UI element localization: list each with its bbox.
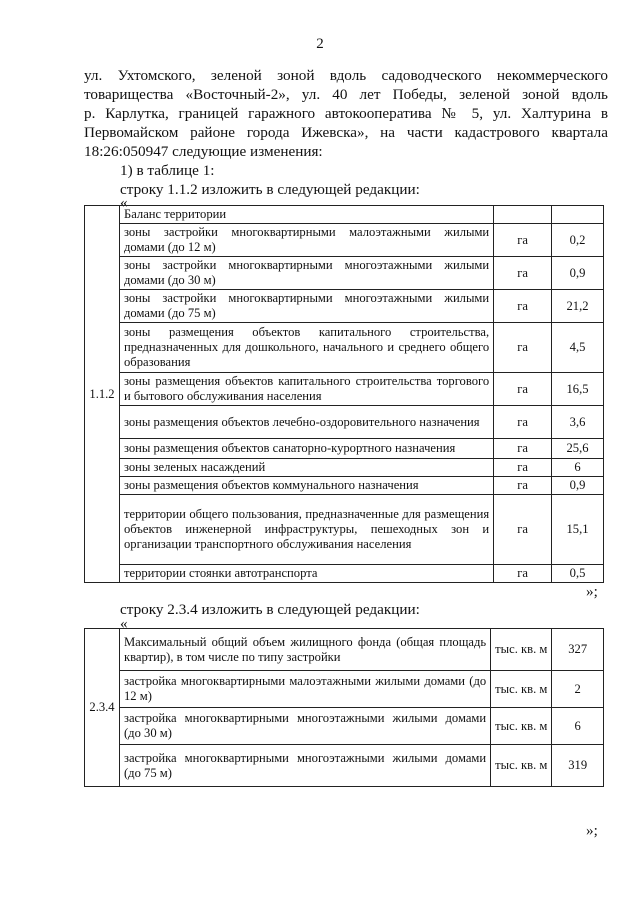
indicator-name: зоны размещения объектов санаторно-курортного назначения	[119, 439, 493, 459]
table-row	[85, 406, 604, 439]
table-row	[85, 459, 604, 477]
unit-cell: тыс. кв. м	[491, 745, 552, 787]
table-row	[85, 745, 604, 787]
table-row	[85, 671, 604, 708]
intro-line: ул. Ухтомского, зеленой зоной вдоль садоводческого некоммерческого	[84, 67, 608, 84]
table-row	[85, 708, 604, 745]
instruction-row-234: строку 2.3.4 изложить в следующей редакции:	[120, 601, 420, 618]
indicator-name: зоны застройки многоквартирными многоэтажными жилыми домами (до 30 м)	[119, 257, 493, 290]
indicator-name: зоны размещения объектов лечебно-оздоровительного назначения	[119, 406, 493, 439]
unit-cell: га	[494, 224, 552, 257]
intro-line: Первомайском районе города Ижевска», на части кадастрового квартала	[84, 124, 608, 141]
unit-cell: га	[494, 565, 552, 583]
value-cell: 16,5	[552, 373, 604, 406]
value-cell: 319	[552, 745, 604, 787]
value-cell: 2	[552, 671, 604, 708]
table-row	[85, 439, 604, 459]
value-cell: 0,9	[552, 257, 604, 290]
value-cell: 0,2	[552, 224, 604, 257]
indicator-name: зоны размещения объектов капитального строительства торгового и бытового обслуживания населения	[119, 373, 493, 406]
unit-cell: га	[494, 439, 552, 459]
page-number: 2	[316, 36, 324, 52]
intro-paragraph	[84, 66, 608, 161]
unit-cell: тыс. кв. м	[491, 629, 552, 671]
open-quote: «	[120, 615, 128, 632]
unit-cell: га	[494, 477, 552, 495]
intro-line: р. Карлутка, границей гаражного автокооператива № 5, ул. Халтурина в	[84, 105, 608, 122]
table-row	[85, 206, 604, 224]
table-row-234	[84, 628, 604, 787]
indicator-name: застройка многоквартирными многоэтажными жилыми домами (до 75 м)	[119, 745, 490, 787]
table-row	[85, 565, 604, 583]
indicator-name: застройка многоквартирными малоэтажными жилыми домами (до 12 м)	[119, 671, 490, 708]
table-row	[85, 629, 604, 671]
unit-cell: га	[494, 373, 552, 406]
indicator-name: территории общего пользования, предназначенные для размещения объектов инженерной инфраструктуры, пешеходных зон и организации транспортного обслуживания населения	[119, 495, 493, 565]
table-row	[85, 495, 604, 565]
list-item-table1: 1) в таблице 1:	[120, 162, 215, 179]
intro-line: 18:26:050947 следующие изменения:	[84, 143, 323, 160]
instruction-row-112: строку 1.1.2 изложить в следующей редакции:	[120, 181, 420, 198]
table-row	[85, 323, 604, 373]
intro-line: товарищества «Восточный-2», ул. 40 лет Победы, зеленой зоной вдоль	[84, 86, 608, 103]
unit-cell: тыс. кв. м	[491, 671, 552, 708]
indicator-name: Максимальный общий объем жилищного фонда (общая площадь квартир), в том числе по типу застройки	[119, 629, 490, 671]
value-cell: 6	[552, 459, 604, 477]
unit-cell: га	[494, 459, 552, 477]
unit-cell: га	[494, 257, 552, 290]
value-cell: 15,1	[552, 495, 604, 565]
close-quote: »;	[586, 822, 598, 839]
row-code: 2.3.4	[85, 629, 120, 787]
value-cell: 3,6	[552, 406, 604, 439]
row-code: 1.1.2	[85, 206, 120, 583]
close-quote: »;	[586, 583, 598, 600]
value-cell: 4,5	[552, 323, 604, 373]
unit-cell: га	[494, 406, 552, 439]
value-cell: 327	[552, 629, 604, 671]
indicator-name: территории стоянки автотранспорта	[119, 565, 493, 583]
open-quote: «	[120, 194, 128, 211]
table-row	[85, 290, 604, 323]
indicator-name: застройка многоквартирными многоэтажными жилыми домами (до 30 м)	[119, 708, 490, 745]
indicator-name: зоны застройки многоквартирными многоэтажными жилыми домами (до 75 м)	[119, 290, 493, 323]
indicator-name: зоны застройки многоквартирными малоэтажными жилыми домами (до 12 м)	[119, 224, 493, 257]
unit-cell	[494, 206, 552, 224]
indicator-name: Баланс территории	[119, 206, 493, 224]
value-cell: 21,2	[552, 290, 604, 323]
table-row-112	[84, 205, 604, 583]
unit-cell: га	[494, 290, 552, 323]
value-cell: 0,9	[552, 477, 604, 495]
table-row	[85, 373, 604, 406]
value-cell: 0,5	[552, 565, 604, 583]
value-cell: 6	[552, 708, 604, 745]
table-row	[85, 224, 604, 257]
table-row	[85, 257, 604, 290]
unit-cell: тыс. кв. м	[491, 708, 552, 745]
indicator-name: зоны размещения объектов капитального строительства, предназначенных для дошкольного, начального и среднего общего образования	[119, 323, 493, 373]
unit-cell: га	[494, 323, 552, 373]
unit-cell: га	[494, 495, 552, 565]
value-cell	[552, 206, 604, 224]
table-row	[85, 477, 604, 495]
indicator-name: зоны зеленых насаждений	[119, 459, 493, 477]
value-cell: 25,6	[552, 439, 604, 459]
indicator-name: зоны размещения объектов коммунального назначения	[119, 477, 493, 495]
